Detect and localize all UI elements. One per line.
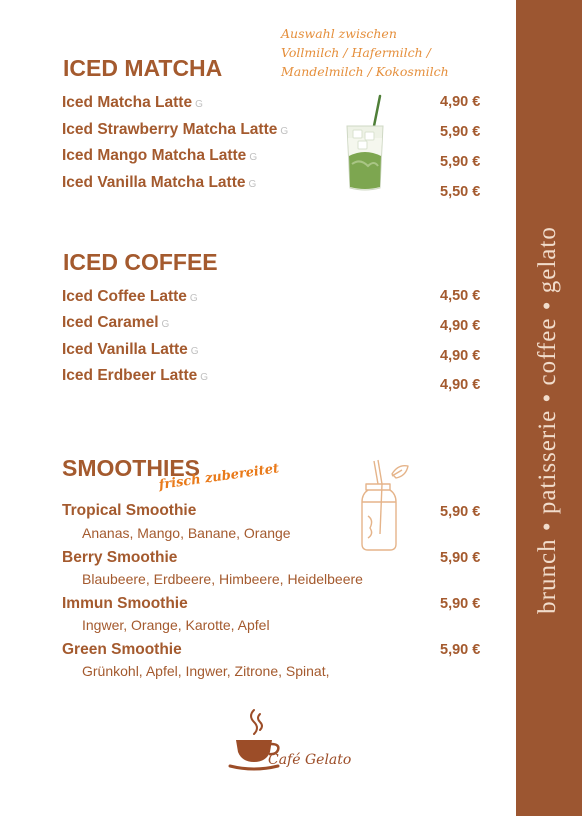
iced-matcha-glass-image [340, 94, 390, 194]
item-tag: G [189, 293, 198, 304]
menu-item-price: 4,50 € [440, 288, 481, 304]
item-name-text: Berry Smoothie [62, 549, 178, 566]
menu-item-name [62, 175, 256, 191]
menu-item-name [62, 550, 177, 566]
menu-item-name [62, 503, 196, 519]
item-tag: G [190, 346, 199, 357]
item-name-text: Iced Matcha Latte [62, 94, 193, 111]
menu-item-price: 4,90 € [440, 377, 481, 393]
logo-text: Café Gelato [268, 752, 352, 768]
item-tag: G [195, 99, 203, 110]
menu-item-name [62, 122, 288, 138]
section-title-iced-coffee: ICED COFFEE [63, 249, 218, 275]
item-name-text: Iced Erdbeer Latte [62, 367, 198, 384]
item-tag: G [161, 319, 170, 330]
menu-item-price: 5,90 € [440, 642, 481, 658]
menu-item-price: 5,90 € [440, 154, 481, 170]
menu-item-description: Ingwer, Orange, Karotte, Apfel [82, 617, 270, 633]
menu-item-name [62, 95, 203, 111]
smoothie-jar-icon [356, 458, 412, 554]
milk-note-line: Auswahl zwischen [281, 26, 397, 41]
item-name-text: Iced Vanilla Matcha Latte [62, 174, 246, 191]
menu-item-description: Blaubeere, Erdbeere, Himbeere, Heidelbeere [82, 571, 363, 587]
menu-item-price: 5,90 € [440, 550, 481, 566]
section-title-smoothies: SMOOTHIES [62, 455, 201, 481]
item-name-text: Iced Mango Matcha Latte [62, 147, 247, 164]
menu-item-name [62, 642, 182, 658]
menu-item-name [62, 342, 199, 358]
menu-item-description: Ananas, Mango, Banane, Orange [82, 525, 291, 541]
section-title-iced-matcha: ICED MATCHA [63, 55, 223, 81]
menu-item-name [62, 596, 188, 612]
menu-item-price: 4,90 € [440, 318, 481, 334]
item-name-text: Tropical Smoothie [62, 502, 197, 519]
menu-item-price: 5,90 € [440, 596, 481, 612]
menu-item-name [62, 289, 198, 305]
menu-item-price: 5,90 € [440, 504, 481, 520]
menu-item-name [62, 368, 208, 384]
menu-item-price: 4,90 € [440, 348, 481, 364]
menu-item-name [62, 148, 257, 164]
sidebar-tagline: brunch • patisserie • coffee • gelato [534, 226, 561, 614]
item-name-text: Iced Strawberry Matcha Latte [62, 121, 278, 138]
item-name-text: Iced Caramel [62, 314, 159, 331]
item-name-text: Iced Coffee Latte [62, 288, 187, 305]
item-name-text: Iced Vanilla Latte [62, 341, 188, 358]
item-name-text: Immun Smoothie [62, 595, 188, 612]
milk-choice-note [281, 24, 449, 81]
item-tag: G [249, 152, 258, 163]
item-tag: G [200, 372, 209, 383]
milk-note-line: Vollmilch / Hafermilch / [281, 45, 431, 60]
smoothies-subtitle: frisch zubereitet [157, 461, 280, 493]
menu-item-price: 5,50 € [440, 184, 481, 200]
menu-item-price: 5,90 € [440, 124, 481, 140]
milk-note-line: Mandelmilch / Kokosmilch [281, 64, 449, 79]
item-name-text: Green Smoothie [62, 641, 182, 658]
menu-item-name [62, 315, 169, 331]
menu-item-price: 4,90 € [440, 94, 481, 110]
item-tag: G [248, 179, 257, 190]
item-tag: G [280, 126, 289, 137]
menu-item-description: Grünkohl, Apfel, Ingwer, Zitrone, Spinat, [82, 663, 330, 679]
